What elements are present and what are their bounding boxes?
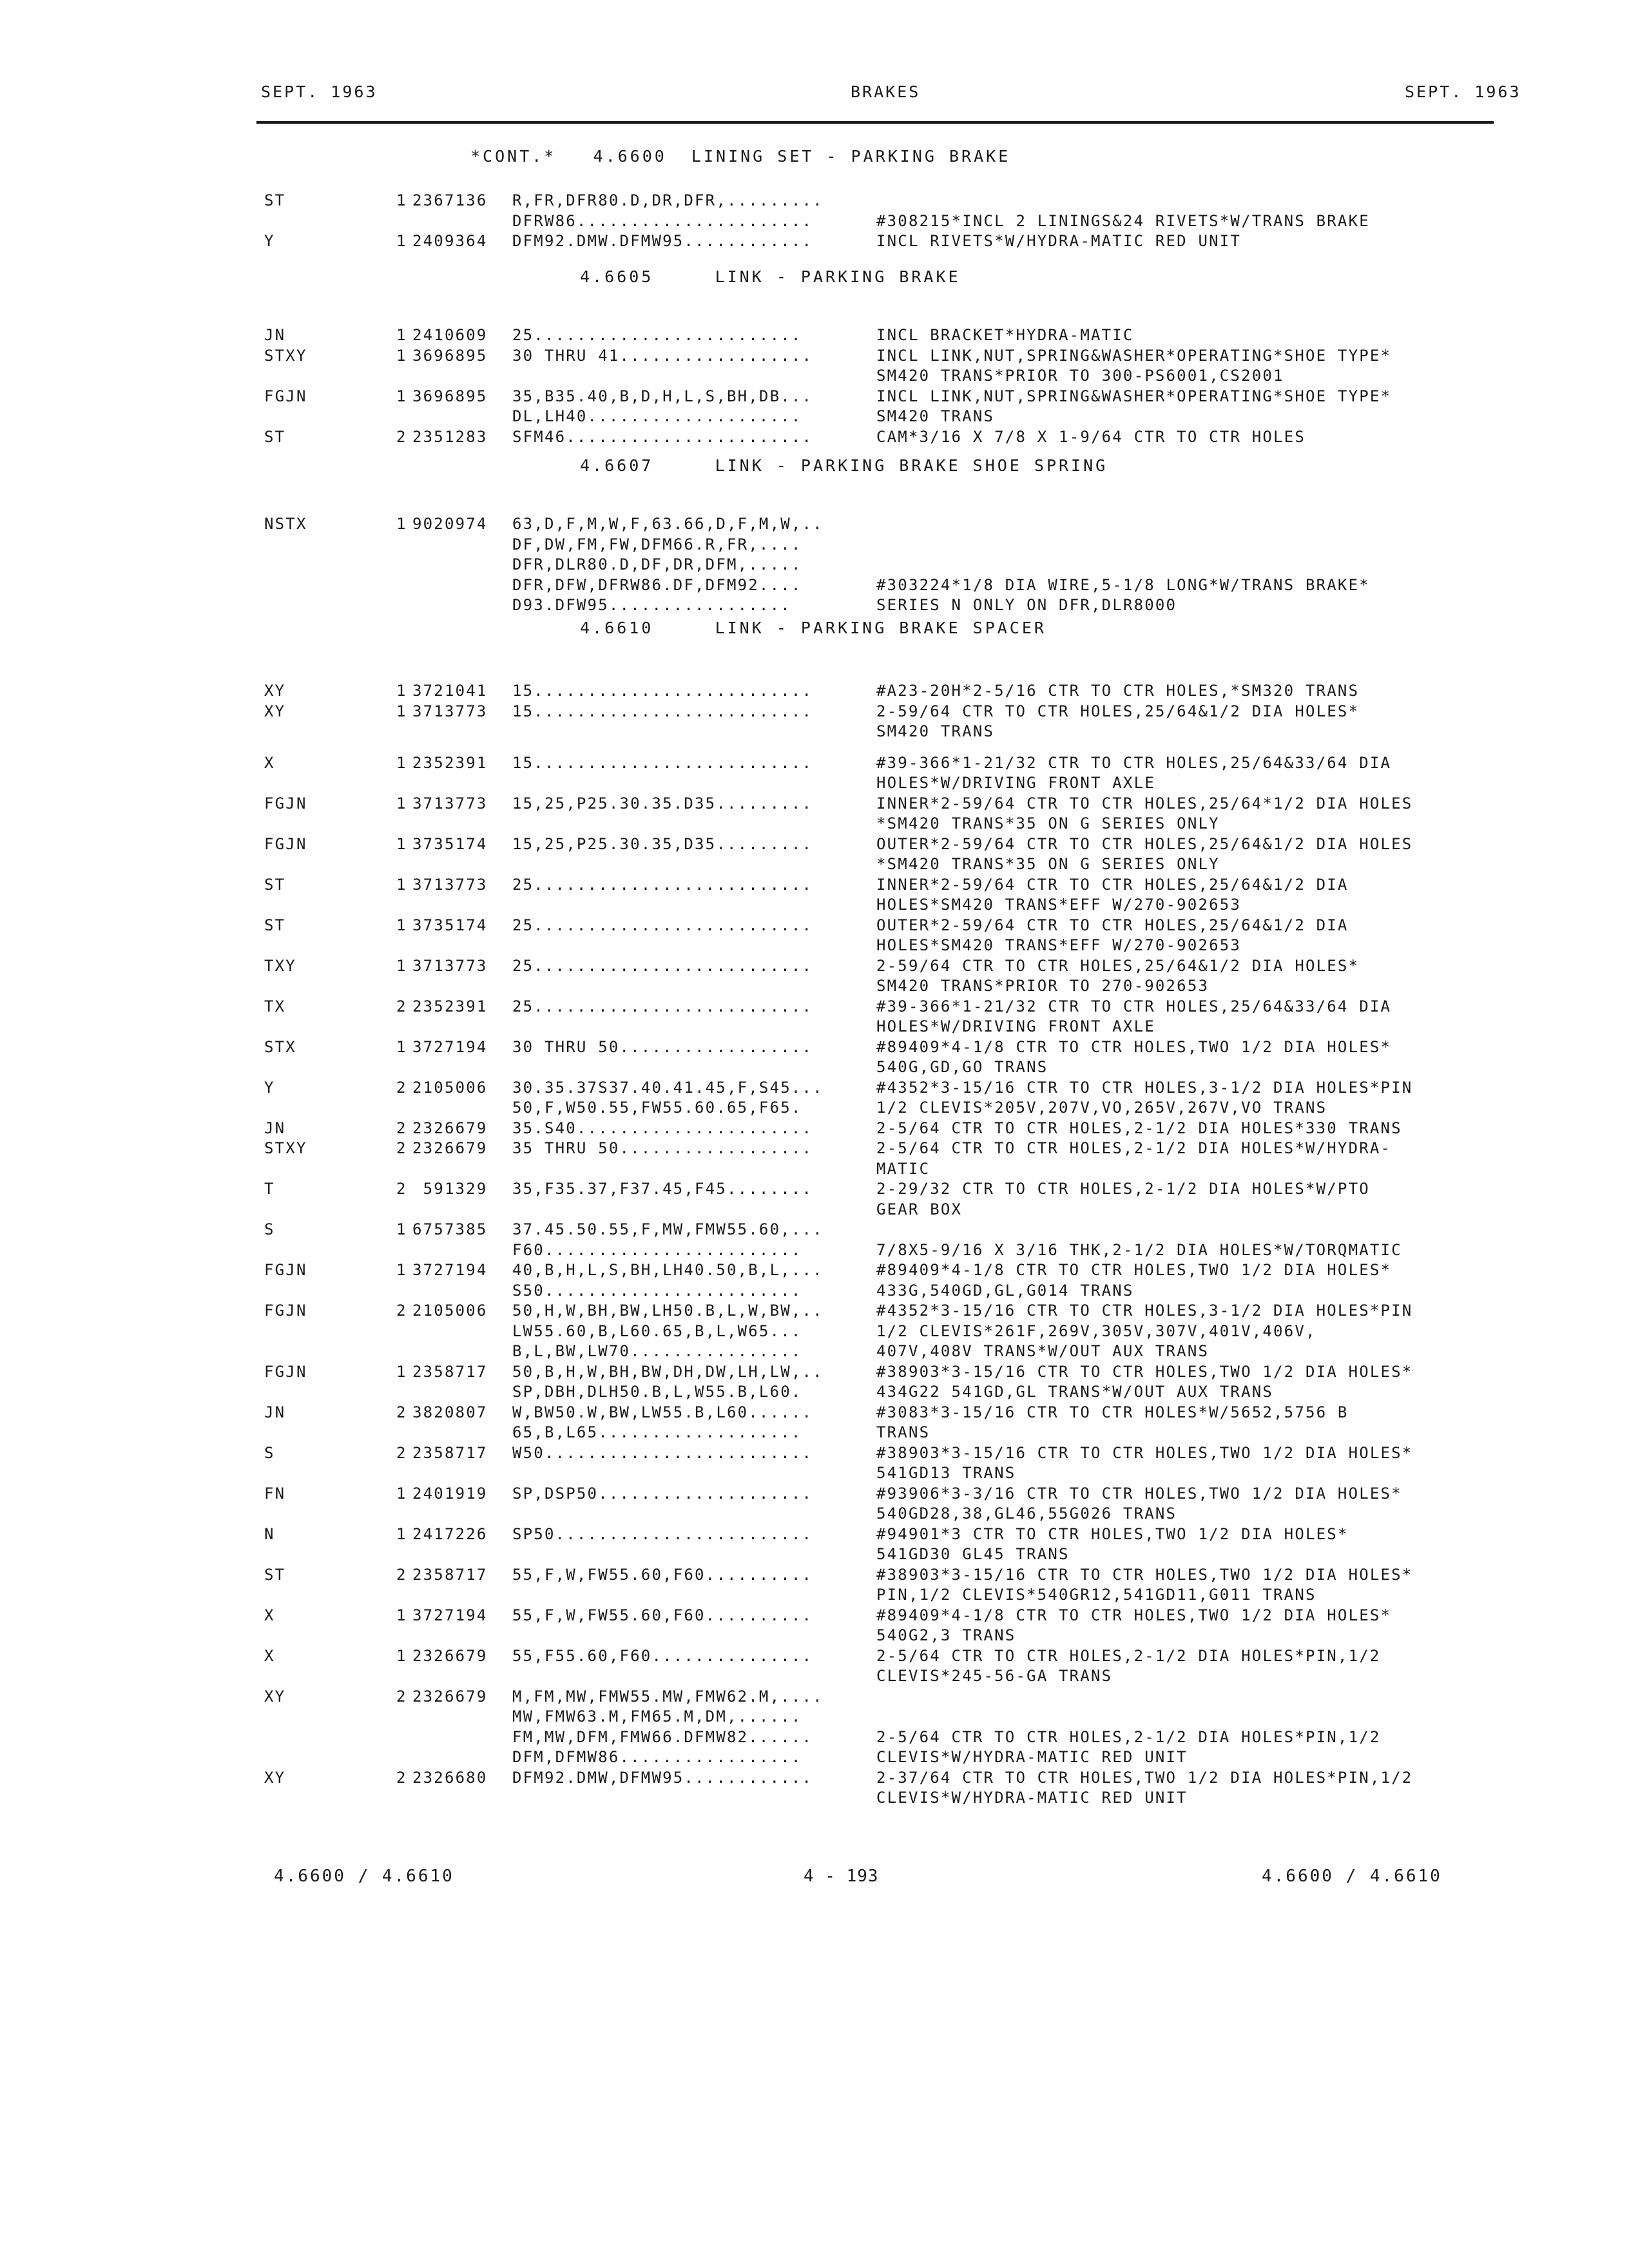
- part-description: 2-29/32 CTR TO CTR HOLES,2-1/2 DIA HOLES*W/PTO: [876, 1180, 1370, 1198]
- part-number: 2352391: [412, 997, 488, 1015]
- model-applicability: 50,H,W,BH,BW,LH50.B,L,W,BW,..: [512, 1302, 824, 1320]
- model-applicability: SP,DSP50....................: [512, 1484, 813, 1503]
- part-description: #308215*INCL 2 LININGS&24 RIVETS*W/TRANS BRAKE: [876, 211, 1370, 230]
- part-row: [258, 1606, 1513, 1646]
- header-date-left: SEPT. 1963: [261, 82, 378, 101]
- part-code: TXY: [264, 956, 296, 975]
- model-applicability: DFR,DFW,DFRW86.DF,DFM92....: [512, 575, 802, 594]
- model-applicability: 30 THRU 41..................: [512, 346, 813, 365]
- part-row: [258, 387, 1513, 427]
- part-description: HOLES*SM420 TRANS*EFF W/270-902653: [876, 896, 1242, 914]
- model-applicability: DF,DW,FM,FW,DFM66.R,FR,....: [512, 535, 802, 553]
- part-quantity: 2: [396, 427, 407, 446]
- part-description: 540GD28,38,GL46,55G026 TRANS: [876, 1504, 1177, 1523]
- part-quantity: 2: [396, 1119, 407, 1137]
- part-quantity: 2: [396, 1443, 407, 1462]
- model-applicability: W50.........................: [512, 1443, 813, 1462]
- part-description: INNER*2-59/64 CTR TO CTR HOLES,25/64*1/2 DIA HOLES: [876, 794, 1413, 812]
- header-section-title: BRAKES: [851, 82, 921, 101]
- part-row: [258, 1443, 1513, 1484]
- part-code: ST: [264, 427, 286, 446]
- model-applicability: 15..........................: [512, 682, 813, 700]
- part-description: CAM*3/16 X 7/8 X 1-9/64 CTR TO CTR HOLES: [876, 427, 1306, 446]
- part-number: 3713773: [412, 794, 488, 812]
- model-applicability: 15,25,P25.30.35.D35.........: [512, 794, 813, 812]
- model-applicability: SP50........................: [512, 1524, 813, 1543]
- part-quantity: 1: [396, 916, 407, 934]
- part-description: #89409*4-1/8 CTR TO CTR HOLES,TWO 1/2 DIA HOLES*: [876, 1606, 1392, 1624]
- catalog-section: [258, 267, 1513, 447]
- part-code: Y: [264, 232, 275, 250]
- model-applicability: 35 THRU 50..................: [512, 1139, 813, 1157]
- part-row: [258, 1119, 1513, 1139]
- part-quantity: 1: [396, 702, 407, 720]
- part-row: [258, 956, 1513, 997]
- part-row: [258, 1139, 1513, 1179]
- part-description: 2-5/64 CTR TO CTR HOLES,2-1/2 DIA HOLES*PIN,1/2: [876, 1646, 1381, 1665]
- part-code: S: [264, 1443, 275, 1462]
- part-number: 2417226: [412, 1524, 488, 1543]
- part-description: 7/8X5-9/16 X 3/16 THK,2-1/2 DIA HOLES*W/TORQMATIC: [876, 1240, 1402, 1259]
- part-row: [258, 997, 1513, 1037]
- model-applicability: 15..........................: [512, 702, 813, 720]
- header-rule: [256, 121, 1494, 124]
- part-code: FGJN: [264, 1302, 307, 1320]
- part-number: 3735174: [412, 834, 488, 853]
- model-applicability: SFM46.......................: [512, 427, 813, 446]
- part-quantity: 2: [396, 1180, 407, 1198]
- part-description: 2-59/64 CTR TO CTR HOLES,25/64&1/2 DIA HOLES*: [876, 956, 1360, 975]
- part-row: [258, 916, 1513, 956]
- part-description: #3083*3-15/16 CTR TO CTR HOLES*W/5652,5756 B: [876, 1403, 1349, 1421]
- part-number: 3727194: [412, 1261, 488, 1279]
- part-code: JN: [264, 1403, 286, 1421]
- part-description: #39-366*1-21/32 CTR TO CTR HOLES,25/64&33/64 DIA: [876, 997, 1392, 1015]
- part-description: 433G,540GD,GL,G014 TRANS: [876, 1281, 1134, 1300]
- part-description: SM420 TRANS*PRIOR TO 270-902653: [876, 977, 1210, 995]
- part-description: MATIC: [876, 1159, 930, 1178]
- part-code: STX: [264, 1037, 296, 1056]
- part-row: [258, 834, 1513, 875]
- part-code: ST: [264, 875, 286, 894]
- part-number: 9020974: [412, 515, 488, 533]
- part-code: ST: [264, 916, 286, 934]
- part-number: 3713773: [412, 956, 488, 975]
- part-number: 2367136: [412, 191, 488, 209]
- part-number: 2105006: [412, 1302, 488, 1320]
- part-description: 407V,408V TRANS*W/OUT AUX TRANS: [876, 1342, 1210, 1360]
- part-description: 2-37/64 CTR TO CTR HOLES,TWO 1/2 DIA HOLES*PIN,1/2: [876, 1768, 1413, 1787]
- part-description: CLEVIS*245-56-GA TRANS: [876, 1667, 1113, 1685]
- section-title: 4.6605 LINK - PARKING BRAKE: [580, 267, 961, 286]
- part-description: #38903*3-15/16 CTR TO CTR HOLES,TWO 1/2 DIA HOLES*: [876, 1443, 1413, 1462]
- part-number: 2351283: [412, 427, 488, 446]
- part-code: N: [264, 1524, 275, 1543]
- part-code: S: [264, 1220, 275, 1238]
- part-description: 2-59/64 CTR TO CTR HOLES,25/64&1/2 DIA HOLES*: [876, 702, 1360, 720]
- model-applicability: 50,B,H,W,BH,BW,DH,DW,LH,LW,..: [512, 1362, 824, 1381]
- part-description: #4352*3-15/16 CTR TO CTR HOLES,3-1/2 DIA HOLES*PIN: [876, 1078, 1413, 1097]
- part-row: [258, 325, 1513, 346]
- part-code: ST: [264, 191, 286, 209]
- section-title: *CONT.* 4.6600 LINING SET - PARKING BRAKE: [470, 147, 1011, 166]
- part-row: [258, 1768, 1513, 1809]
- model-applicability: SP,DBH,DLH50.B,L,W55.B,L60.: [512, 1383, 802, 1401]
- part-description: HOLES*W/DRIVING FRONT AXLE: [876, 1017, 1155, 1035]
- part-row: [258, 514, 1513, 616]
- part-description: OUTER*2-59/64 CTR TO CTR HOLES,25/64&1/2 DIA: [876, 916, 1349, 934]
- part-number: 3721041: [412, 682, 488, 700]
- section-title: 4.6607 LINK - PARKING BRAKE SHOE SPRING: [580, 456, 1108, 475]
- part-number: 3727194: [412, 1037, 488, 1056]
- part-code: FGJN: [264, 387, 307, 405]
- part-description: 2-5/64 CTR TO CTR HOLES,2-1/2 DIA HOLES*PIN,1/2: [876, 1727, 1381, 1746]
- part-number: 2358717: [412, 1565, 488, 1584]
- part-row: [258, 1362, 1513, 1403]
- part-number: 3713773: [412, 875, 488, 894]
- part-code: JN: [264, 326, 286, 344]
- part-quantity: 1: [396, 1524, 407, 1543]
- part-description: 2-5/64 CTR TO CTR HOLES,2-1/2 DIA HOLES*330 TRANS: [876, 1119, 1402, 1137]
- part-description: 540G,GD,GO TRANS: [876, 1058, 1048, 1076]
- part-quantity: 1: [396, 1220, 407, 1238]
- part-description: 541GD30 GL45 TRANS: [876, 1545, 1070, 1563]
- part-quantity: 1: [396, 1606, 407, 1624]
- footer-range-left: 4.6600 / 4.6610: [274, 1867, 454, 1886]
- part-quantity: 2: [396, 1139, 407, 1157]
- model-applicability: B,L,BW,LW70................: [512, 1342, 802, 1360]
- part-code: FGJN: [264, 1261, 307, 1279]
- part-quantity: 1: [396, 1261, 407, 1279]
- model-applicability: R,FR,DFR80.D,DR,DFR,.........: [512, 191, 824, 209]
- model-applicability: FM,MW,DFM,FMW66.DFMW82......: [512, 1727, 813, 1746]
- model-applicability: 63,D,F,M,W,F,63.66,D,F,M,W,..: [512, 515, 824, 533]
- model-applicability: 30 THRU 50..................: [512, 1037, 813, 1056]
- model-applicability: 25..........................: [512, 916, 813, 934]
- part-row: [258, 794, 1513, 834]
- model-applicability: DFM92.DMW.DFMW95............: [512, 232, 813, 250]
- model-applicability: 35,F35.37,F37.45,F45........: [512, 1180, 813, 1198]
- part-description: OUTER*2-59/64 CTR TO CTR HOLES,25/64&1/2 DIA HOLES: [876, 834, 1413, 853]
- part-quantity: 1: [396, 956, 407, 975]
- part-row: [258, 1037, 1513, 1078]
- part-description: #A23-20H*2-5/16 CTR TO CTR HOLES,*SM320 TRANS: [876, 682, 1360, 700]
- model-applicability: 37.45.50.55,F,MW,FMW55.60,...: [512, 1220, 824, 1238]
- model-applicability: 65,B,L65...................: [512, 1423, 802, 1441]
- part-quantity: 1: [396, 875, 407, 894]
- part-quantity: 1: [396, 1362, 407, 1381]
- part-quantity: 1: [396, 834, 407, 853]
- part-row: [258, 875, 1513, 916]
- part-code: XY: [264, 1687, 286, 1706]
- part-code: XY: [264, 702, 286, 720]
- part-row: [258, 1565, 1513, 1606]
- part-row: [258, 1687, 1513, 1768]
- model-applicability: DFM,DFMW86.................: [512, 1748, 802, 1766]
- part-code: FGJN: [264, 794, 307, 812]
- part-number: 2410609: [412, 326, 488, 344]
- model-applicability: DFRW86......................: [512, 211, 813, 230]
- part-number: 3713773: [412, 702, 488, 720]
- part-description: INCL LINK,NUT,SPRING&WASHER*OPERATING*SHOE TYPE*: [876, 387, 1392, 405]
- part-code: ST: [264, 1565, 286, 1584]
- part-code: STXY: [264, 346, 307, 365]
- part-quantity: 2: [396, 1565, 407, 1584]
- model-applicability: DFR,DLR80.D,DF,DR,DFM,.....: [512, 555, 802, 573]
- part-description: TRANS: [876, 1423, 930, 1441]
- part-row: [258, 1403, 1513, 1443]
- part-code: STXY: [264, 1139, 307, 1157]
- part-quantity: 2: [396, 1687, 407, 1706]
- part-quantity: 2: [396, 1768, 407, 1787]
- model-applicability: 35.S40......................: [512, 1119, 813, 1137]
- part-code: X: [264, 753, 275, 772]
- part-number: 2326679: [412, 1119, 488, 1137]
- part-row: [258, 191, 1513, 231]
- part-code: XY: [264, 682, 286, 700]
- part-number: 2326679: [412, 1687, 488, 1706]
- model-applicability: M,FM,MW,FMW55.MW,FMW62.M,....: [512, 1687, 824, 1706]
- part-quantity: 1: [396, 1484, 407, 1503]
- part-row: [258, 1646, 1513, 1687]
- part-description: #93906*3-3/16 CTR TO CTR HOLES,TWO 1/2 DIA HOLES*: [876, 1484, 1402, 1503]
- part-description: 540G2,3 TRANS: [876, 1626, 1016, 1644]
- model-applicability: S50........................: [512, 1281, 802, 1300]
- model-applicability: 50,F,W50.55,FW55.60.65,F65.: [512, 1099, 802, 1117]
- part-description: SM420 TRANS: [876, 407, 995, 425]
- part-row: [258, 1220, 1513, 1260]
- part-number: 2326679: [412, 1646, 488, 1665]
- part-description: PIN,1/2 CLEVIS*540GR12,541GD11,G011 TRANS: [876, 1586, 1316, 1604]
- model-applicability: 35,B35.40,B,D,H,L,S,BH,DB...: [512, 387, 813, 405]
- part-quantity: 1: [396, 191, 407, 209]
- part-code: X: [264, 1646, 275, 1665]
- part-description: INCL BRACKET*HYDRA-MATIC: [876, 326, 1134, 344]
- part-description: CLEVIS*W/HYDRA-MATIC RED UNIT: [876, 1748, 1188, 1766]
- part-code: FN: [264, 1484, 286, 1503]
- part-description: SM420 TRANS*PRIOR TO 300-PS6001,CS2001: [876, 367, 1284, 385]
- part-description: INCL LINK,NUT,SPRING&WASHER*OPERATING*SHOE TYPE*: [876, 346, 1392, 365]
- part-code: TX: [264, 997, 286, 1015]
- model-applicability: 55,F55.60,F60...............: [512, 1646, 813, 1665]
- part-description: #89409*4-1/8 CTR TO CTR HOLES,TWO 1/2 DIA HOLES*: [876, 1037, 1392, 1056]
- part-row: [258, 1078, 1513, 1119]
- part-row: [258, 231, 1513, 252]
- part-description: SERIES N ONLY ON DFR,DLR8000: [876, 596, 1177, 614]
- part-code: Y: [264, 1078, 275, 1097]
- part-code: T: [264, 1180, 275, 1198]
- part-number: 2358717: [412, 1362, 488, 1381]
- model-applicability: 25.........................: [512, 326, 802, 344]
- part-number: 591329: [412, 1180, 488, 1198]
- part-number: 3696895: [412, 346, 488, 365]
- model-applicability: F60........................: [512, 1240, 802, 1259]
- model-applicability: 30.35.37S37.40.41.45,F,S45...: [512, 1078, 824, 1097]
- part-number: 2358717: [412, 1443, 488, 1462]
- catalog-section: [258, 147, 1513, 252]
- part-number: 3820807: [412, 1403, 488, 1421]
- model-applicability: 15,25,P25.30.35,D35.........: [512, 834, 813, 853]
- part-row: [258, 1484, 1513, 1524]
- model-applicability: 25..........................: [512, 875, 813, 894]
- part-description: 434G22 541GD,GL TRANS*W/OUT AUX TRANS: [876, 1383, 1274, 1401]
- part-quantity: 1: [396, 326, 407, 344]
- part-description: 2-5/64 CTR TO CTR HOLES,2-1/2 DIA HOLES*W/HYDRA-: [876, 1139, 1392, 1157]
- part-row: [258, 702, 1513, 742]
- page-number: 4 - 193: [804, 1867, 879, 1886]
- model-applicability: 40,B,H,L,S,BH,LH40.50,B,L,...: [512, 1261, 824, 1279]
- part-code: NSTX: [264, 515, 307, 533]
- catalog-section: [258, 619, 1513, 1809]
- part-quantity: 2: [396, 1078, 407, 1097]
- header-date-right: SEPT. 1963: [1405, 82, 1521, 101]
- part-description: #38903*3-15/16 CTR TO CTR HOLES,TWO 1/2 DIA HOLES*: [876, 1565, 1413, 1584]
- catalog-section: [258, 456, 1513, 616]
- part-quantity: 1: [396, 515, 407, 533]
- model-applicability: 55,F,W,FW55.60,F60..........: [512, 1606, 813, 1624]
- part-description: #39-366*1-21/32 CTR TO CTR HOLES,25/64&33/64 DIA: [876, 753, 1392, 772]
- part-row: [258, 346, 1513, 387]
- part-quantity: 2: [396, 1403, 407, 1421]
- part-description: #89409*4-1/8 CTR TO CTR HOLES,TWO 1/2 DIA HOLES*: [876, 1261, 1392, 1279]
- part-quantity: 1: [396, 794, 407, 812]
- part-quantity: 2: [396, 1302, 407, 1320]
- part-number: 2105006: [412, 1078, 488, 1097]
- part-quantity: 1: [396, 1646, 407, 1665]
- part-row: [258, 427, 1513, 448]
- part-description: #303224*1/8 DIA WIRE,5-1/8 LONG*W/TRANS BRAKE*: [876, 575, 1370, 594]
- part-description: GEAR BOX: [876, 1200, 963, 1218]
- part-description: INNER*2-59/64 CTR TO CTR HOLES,25/64&1/2 DIA: [876, 875, 1349, 894]
- part-number: 2352391: [412, 753, 488, 772]
- part-description: #38903*3-15/16 CTR TO CTR HOLES,TWO 1/2 DIA HOLES*: [876, 1362, 1413, 1381]
- part-quantity: 1: [396, 753, 407, 772]
- part-number: 2326679: [412, 1139, 488, 1157]
- part-description: 1/2 CLEVIS*261F,269V,305V,307V,401V,406V,: [876, 1321, 1316, 1340]
- model-applicability: 15..........................: [512, 753, 813, 772]
- model-applicability: LW55.60,B,L60.65,B,L,W65...: [512, 1321, 802, 1340]
- footer-range-right: 4.6600 / 4.6610: [1262, 1867, 1442, 1886]
- part-number: 6757385: [412, 1220, 488, 1238]
- model-applicability: MW,FMW63.M,FM65.M,DM,......: [512, 1707, 802, 1725]
- part-row: [258, 1260, 1513, 1301]
- part-description: SM420 TRANS: [876, 722, 995, 740]
- part-quantity: 1: [396, 387, 407, 405]
- part-row: [258, 1524, 1513, 1565]
- section-title: 4.6610 LINK - PARKING BRAKE SPACER: [580, 619, 1046, 637]
- model-applicability: 25..........................: [512, 997, 813, 1015]
- part-row: [258, 1179, 1513, 1220]
- part-number: 3696895: [412, 387, 488, 405]
- model-applicability: 55,F,W,FW55.60,F60..........: [512, 1565, 813, 1584]
- model-applicability: DL,LH40....................: [512, 407, 802, 425]
- part-description: 1/2 CLEVIS*205V,207V,VO,265V,267V,VO TRANS: [876, 1099, 1327, 1117]
- part-row: [258, 681, 1513, 702]
- part-quantity: 1: [396, 346, 407, 365]
- part-row: [258, 1301, 1513, 1362]
- model-applicability: DFM92.DMW,DFMW95............: [512, 1768, 813, 1787]
- part-code: JN: [264, 1119, 286, 1137]
- part-number: 2409364: [412, 232, 488, 250]
- part-description: HOLES*SM420 TRANS*EFF W/270-902653: [876, 936, 1242, 954]
- part-code: X: [264, 1606, 275, 1624]
- part-description: 541GD13 TRANS: [876, 1464, 1016, 1482]
- part-code: FGJN: [264, 834, 307, 853]
- part-description: *SM420 TRANS*35 ON G SERIES ONLY: [876, 814, 1220, 832]
- part-description: #4352*3-15/16 CTR TO CTR HOLES,3-1/2 DIA HOLES*PIN: [876, 1302, 1413, 1320]
- part-row: [258, 753, 1513, 794]
- part-quantity: 2: [396, 997, 407, 1015]
- part-quantity: 1: [396, 682, 407, 700]
- part-quantity: 1: [396, 232, 407, 250]
- part-description: CLEVIS*W/HYDRA-MATIC RED UNIT: [876, 1789, 1188, 1807]
- part-code: XY: [264, 1768, 286, 1787]
- part-number: 3727194: [412, 1606, 488, 1624]
- part-code: FGJN: [264, 1362, 307, 1381]
- part-number: 2401919: [412, 1484, 488, 1503]
- part-number: 2326680: [412, 1768, 488, 1787]
- model-applicability: D93.DFW95.................: [512, 596, 791, 614]
- part-description: HOLES*W/DRIVING FRONT AXLE: [876, 774, 1155, 792]
- part-quantity: 1: [396, 1037, 407, 1056]
- model-applicability: 25..........................: [512, 956, 813, 975]
- part-description: INCL RIVETS*W/HYDRA-MATIC RED UNIT: [876, 232, 1242, 250]
- part-description: #94901*3 CTR TO CTR HOLES,TWO 1/2 DIA HOLES*: [876, 1524, 1349, 1543]
- part-description: *SM420 TRANS*35 ON G SERIES ONLY: [876, 855, 1220, 873]
- part-number: 3735174: [412, 916, 488, 934]
- model-applicability: W,BW50.W,BW,LW55.B,L60......: [512, 1403, 813, 1421]
